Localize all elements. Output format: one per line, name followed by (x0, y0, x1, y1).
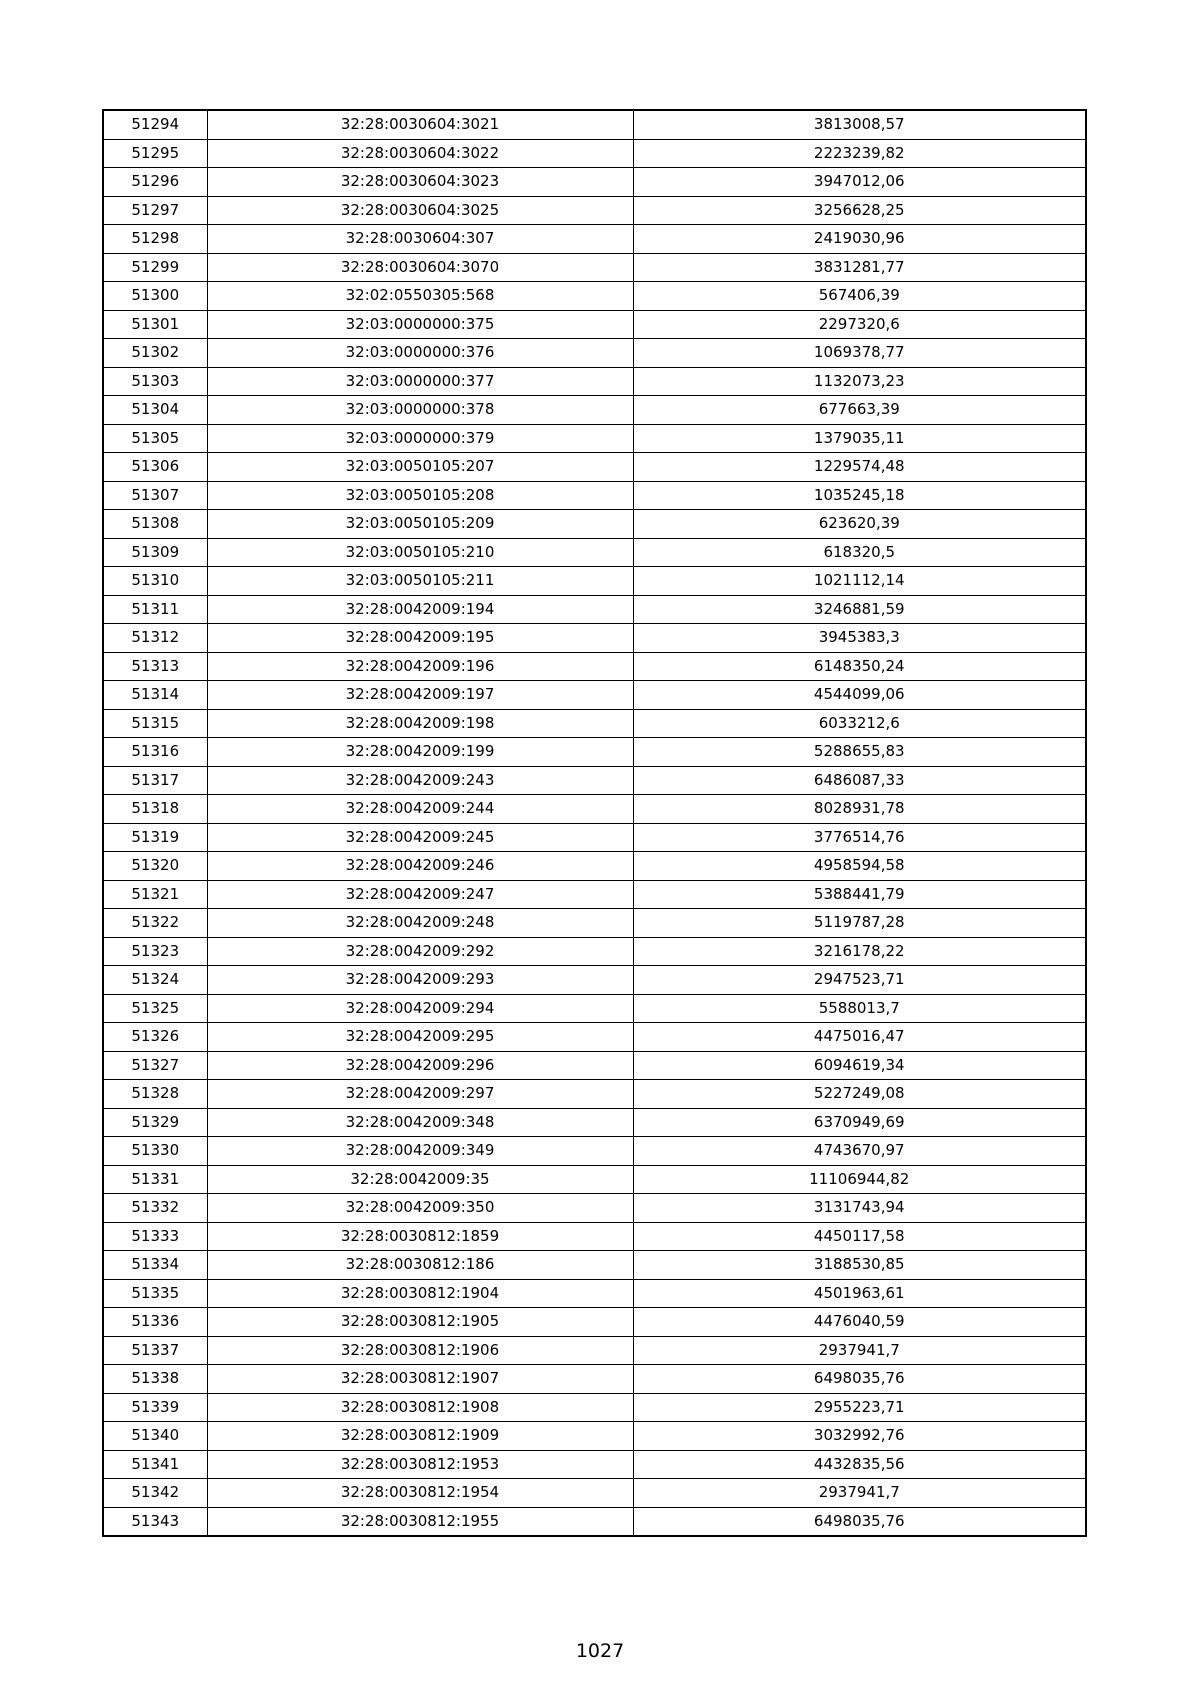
table-row (103, 168, 1086, 197)
table-row (103, 367, 1086, 396)
cadastral-number-cell: 32:03:0050105:210 (207, 538, 633, 567)
table-row (103, 1251, 1086, 1280)
value-cell: 1379035,11 (633, 424, 1086, 453)
value-cell: 4476040,59 (633, 1308, 1086, 1337)
value-cell: 5588013,7 (633, 994, 1086, 1023)
value-cell: 4432835,56 (633, 1450, 1086, 1479)
value-cell: 2937941,7 (633, 1479, 1086, 1508)
row-number-cell: 51318 (103, 795, 207, 824)
table-row (103, 225, 1086, 254)
row-number-cell: 51333 (103, 1222, 207, 1251)
cadastral-number-cell: 32:28:0030812:1904 (207, 1279, 633, 1308)
value-cell: 4450117,58 (633, 1222, 1086, 1251)
cadastral-number-cell: 32:03:0050105:208 (207, 481, 633, 510)
table-row (103, 1165, 1086, 1194)
table-row (103, 1194, 1086, 1223)
table-row (103, 253, 1086, 282)
cadastral-number-cell: 32:28:0042009:349 (207, 1137, 633, 1166)
row-number-cell: 51336 (103, 1308, 207, 1337)
value-cell: 1021112,14 (633, 567, 1086, 596)
value-cell: 3813008,57 (633, 110, 1086, 139)
cadastral-number-cell: 32:28:0030812:1955 (207, 1507, 633, 1536)
cadastral-number-cell: 32:28:0030812:1906 (207, 1336, 633, 1365)
table-row (103, 510, 1086, 539)
cadastral-number-cell: 32:28:0042009:199 (207, 738, 633, 767)
cadastral-number-cell: 32:03:0050105:209 (207, 510, 633, 539)
row-number-cell: 51327 (103, 1051, 207, 1080)
row-number-cell: 51308 (103, 510, 207, 539)
cadastral-number-cell: 32:28:0042009:197 (207, 681, 633, 710)
table-row (103, 1450, 1086, 1479)
row-number-cell: 51315 (103, 709, 207, 738)
table-row (103, 823, 1086, 852)
table-row (103, 481, 1086, 510)
value-cell: 3188530,85 (633, 1251, 1086, 1280)
table-row (103, 1023, 1086, 1052)
row-number-cell: 51314 (103, 681, 207, 710)
table-row (103, 909, 1086, 938)
row-number-cell: 51326 (103, 1023, 207, 1052)
cadastral-table (102, 109, 1087, 1537)
cadastral-number-cell: 32:28:0042009:248 (207, 909, 633, 938)
row-number-cell: 51316 (103, 738, 207, 767)
row-number-cell: 51305 (103, 424, 207, 453)
cadastral-number-cell: 32:28:0042009:350 (207, 1194, 633, 1223)
table-row (103, 994, 1086, 1023)
table-row (103, 1365, 1086, 1394)
row-number-cell: 51309 (103, 538, 207, 567)
cadastral-number-cell: 32:28:0030812:1907 (207, 1365, 633, 1394)
cadastral-number-cell: 32:28:0042009:247 (207, 880, 633, 909)
value-cell: 4544099,06 (633, 681, 1086, 710)
table-row (103, 567, 1086, 596)
cadastral-number-cell: 32:28:0030812:186 (207, 1251, 633, 1280)
cadastral-number-cell: 32:28:0042009:198 (207, 709, 633, 738)
row-number-cell: 51337 (103, 1336, 207, 1365)
row-number-cell: 51338 (103, 1365, 207, 1394)
cadastral-number-cell: 32:28:0042009:293 (207, 966, 633, 995)
cadastral-number-cell: 32:28:0030812:1953 (207, 1450, 633, 1479)
value-cell: 5388441,79 (633, 880, 1086, 909)
table-row (103, 1279, 1086, 1308)
row-number-cell: 51339 (103, 1393, 207, 1422)
value-cell: 3131743,94 (633, 1194, 1086, 1223)
cadastral-number-cell: 32:03:0000000:379 (207, 424, 633, 453)
value-cell: 677663,39 (633, 396, 1086, 425)
table-row (103, 1222, 1086, 1251)
value-cell: 5227249,08 (633, 1080, 1086, 1109)
table-row (103, 1336, 1086, 1365)
cadastral-number-cell: 32:28:0042009:243 (207, 766, 633, 795)
value-cell: 1069378,77 (633, 339, 1086, 368)
value-cell: 3831281,77 (633, 253, 1086, 282)
cadastral-number-cell: 32:03:0000000:376 (207, 339, 633, 368)
value-cell: 1229574,48 (633, 453, 1086, 482)
row-number-cell: 51302 (103, 339, 207, 368)
cadastral-number-cell: 32:28:0030604:3021 (207, 110, 633, 139)
row-number-cell: 51332 (103, 1194, 207, 1223)
value-cell: 618320,5 (633, 538, 1086, 567)
table-row (103, 1108, 1086, 1137)
table-row (103, 1137, 1086, 1166)
value-cell: 6148350,24 (633, 652, 1086, 681)
value-cell: 3032992,76 (633, 1422, 1086, 1451)
table-row (103, 595, 1086, 624)
cadastral-number-cell: 32:28:0030604:3022 (207, 139, 633, 168)
cadastral-number-cell: 32:28:0030812:1905 (207, 1308, 633, 1337)
table-row (103, 1422, 1086, 1451)
cadastral-number-cell: 32:28:0030812:1954 (207, 1479, 633, 1508)
table-row (103, 282, 1086, 311)
table-body (103, 110, 1086, 1536)
row-number-cell: 51303 (103, 367, 207, 396)
row-number-cell: 51340 (103, 1422, 207, 1451)
row-number-cell: 51311 (103, 595, 207, 624)
table-row (103, 624, 1086, 653)
row-number-cell: 51294 (103, 110, 207, 139)
table-row (103, 795, 1086, 824)
value-cell: 11106944,82 (633, 1165, 1086, 1194)
cadastral-number-cell: 32:28:0042009:245 (207, 823, 633, 852)
table-row (103, 681, 1086, 710)
value-cell: 6094619,34 (633, 1051, 1086, 1080)
row-number-cell: 51325 (103, 994, 207, 1023)
value-cell: 623620,39 (633, 510, 1086, 539)
table-row (103, 1393, 1086, 1422)
row-number-cell: 51300 (103, 282, 207, 311)
cadastral-number-cell: 32:28:0030604:3025 (207, 196, 633, 225)
row-number-cell: 51342 (103, 1479, 207, 1508)
table-row (103, 852, 1086, 881)
value-cell: 3776514,76 (633, 823, 1086, 852)
value-cell: 8028931,78 (633, 795, 1086, 824)
table-row (103, 339, 1086, 368)
row-number-cell: 51301 (103, 310, 207, 339)
value-cell: 3945383,3 (633, 624, 1086, 653)
value-cell: 3947012,06 (633, 168, 1086, 197)
cadastral-number-cell: 32:03:0050105:211 (207, 567, 633, 596)
value-cell: 6498035,76 (633, 1365, 1086, 1394)
row-number-cell: 51319 (103, 823, 207, 852)
row-number-cell: 51343 (103, 1507, 207, 1536)
cadastral-number-cell: 32:03:0000000:378 (207, 396, 633, 425)
cadastral-number-cell: 32:28:0042009:297 (207, 1080, 633, 1109)
cadastral-number-cell: 32:28:0030812:1908 (207, 1393, 633, 1422)
cadastral-number-cell: 32:03:0000000:375 (207, 310, 633, 339)
value-cell: 2297320,6 (633, 310, 1086, 339)
cadastral-number-cell: 32:28:0042009:196 (207, 652, 633, 681)
row-number-cell: 51304 (103, 396, 207, 425)
row-number-cell: 51330 (103, 1137, 207, 1166)
row-number-cell: 51306 (103, 453, 207, 482)
table-row (103, 310, 1086, 339)
value-cell: 1132073,23 (633, 367, 1086, 396)
value-cell: 3256628,25 (633, 196, 1086, 225)
table-row (103, 196, 1086, 225)
cadastral-number-cell: 32:28:0042009:348 (207, 1108, 633, 1137)
value-cell: 1035245,18 (633, 481, 1086, 510)
row-number-cell: 51334 (103, 1251, 207, 1280)
cadastral-number-cell: 32:28:0042009:35 (207, 1165, 633, 1194)
row-number-cell: 51335 (103, 1279, 207, 1308)
page-number: 1027 (575, 1640, 625, 1662)
cadastral-number-cell: 32:28:0042009:195 (207, 624, 633, 653)
table-row (103, 453, 1086, 482)
table-row (103, 709, 1086, 738)
value-cell: 6370949,69 (633, 1108, 1086, 1137)
cadastral-number-cell: 32:28:0030604:3023 (207, 168, 633, 197)
value-cell: 3246881,59 (633, 595, 1086, 624)
row-number-cell: 51296 (103, 168, 207, 197)
table-row (103, 139, 1086, 168)
row-number-cell: 51324 (103, 966, 207, 995)
cadastral-number-cell: 32:28:0030812:1859 (207, 1222, 633, 1251)
row-number-cell: 51317 (103, 766, 207, 795)
cadastral-number-cell: 32:28:0042009:244 (207, 795, 633, 824)
cadastral-number-cell: 32:28:0042009:295 (207, 1023, 633, 1052)
row-number-cell: 51341 (103, 1450, 207, 1479)
table-row (103, 738, 1086, 767)
row-number-cell: 51297 (103, 196, 207, 225)
table-row (103, 880, 1086, 909)
row-number-cell: 51312 (103, 624, 207, 653)
table-row (103, 652, 1086, 681)
table-row (103, 966, 1086, 995)
table-row (103, 538, 1086, 567)
value-cell: 2955223,71 (633, 1393, 1086, 1422)
row-number-cell: 51321 (103, 880, 207, 909)
table-row (103, 937, 1086, 966)
value-cell: 6033212,6 (633, 709, 1086, 738)
row-number-cell: 51323 (103, 937, 207, 966)
value-cell: 6498035,76 (633, 1507, 1086, 1536)
table-row (103, 396, 1086, 425)
table-row (103, 766, 1086, 795)
row-number-cell: 51320 (103, 852, 207, 881)
row-number-cell: 51331 (103, 1165, 207, 1194)
row-number-cell: 51310 (103, 567, 207, 596)
table-row (103, 424, 1086, 453)
value-cell: 4501963,61 (633, 1279, 1086, 1308)
table-row (103, 110, 1086, 139)
row-number-cell: 51328 (103, 1080, 207, 1109)
cadastral-number-cell: 32:03:0000000:377 (207, 367, 633, 396)
cadastral-number-cell: 32:28:0042009:194 (207, 595, 633, 624)
value-cell: 2937941,7 (633, 1336, 1086, 1365)
table-row (103, 1308, 1086, 1337)
row-number-cell: 51322 (103, 909, 207, 938)
row-number-cell: 51307 (103, 481, 207, 510)
row-number-cell: 51298 (103, 225, 207, 254)
cadastral-number-cell: 32:02:0550305:568 (207, 282, 633, 311)
cadastral-number-cell: 32:28:0030604:3070 (207, 253, 633, 282)
row-number-cell: 51299 (103, 253, 207, 282)
cadastral-number-cell: 32:03:0050105:207 (207, 453, 633, 482)
value-cell: 6486087,33 (633, 766, 1086, 795)
table-row (103, 1051, 1086, 1080)
cadastral-number-cell: 32:28:0030812:1909 (207, 1422, 633, 1451)
value-cell: 567406,39 (633, 282, 1086, 311)
row-number-cell: 51329 (103, 1108, 207, 1137)
value-cell: 4958594,58 (633, 852, 1086, 881)
table-row (103, 1507, 1086, 1536)
value-cell: 4475016,47 (633, 1023, 1086, 1052)
cadastral-number-cell: 32:28:0042009:292 (207, 937, 633, 966)
value-cell: 3216178,22 (633, 937, 1086, 966)
value-cell: 2223239,82 (633, 139, 1086, 168)
table-row (103, 1080, 1086, 1109)
row-number-cell: 51295 (103, 139, 207, 168)
cadastral-number-cell: 32:28:0042009:294 (207, 994, 633, 1023)
cadastral-number-cell: 32:28:0042009:246 (207, 852, 633, 881)
value-cell: 2947523,71 (633, 966, 1086, 995)
value-cell: 5288655,83 (633, 738, 1086, 767)
cadastral-number-cell: 32:28:0042009:296 (207, 1051, 633, 1080)
value-cell: 2419030,96 (633, 225, 1086, 254)
cadastral-number-cell: 32:28:0030604:307 (207, 225, 633, 254)
value-cell: 5119787,28 (633, 909, 1086, 938)
row-number-cell: 51313 (103, 652, 207, 681)
table-row (103, 1479, 1086, 1508)
value-cell: 4743670,97 (633, 1137, 1086, 1166)
